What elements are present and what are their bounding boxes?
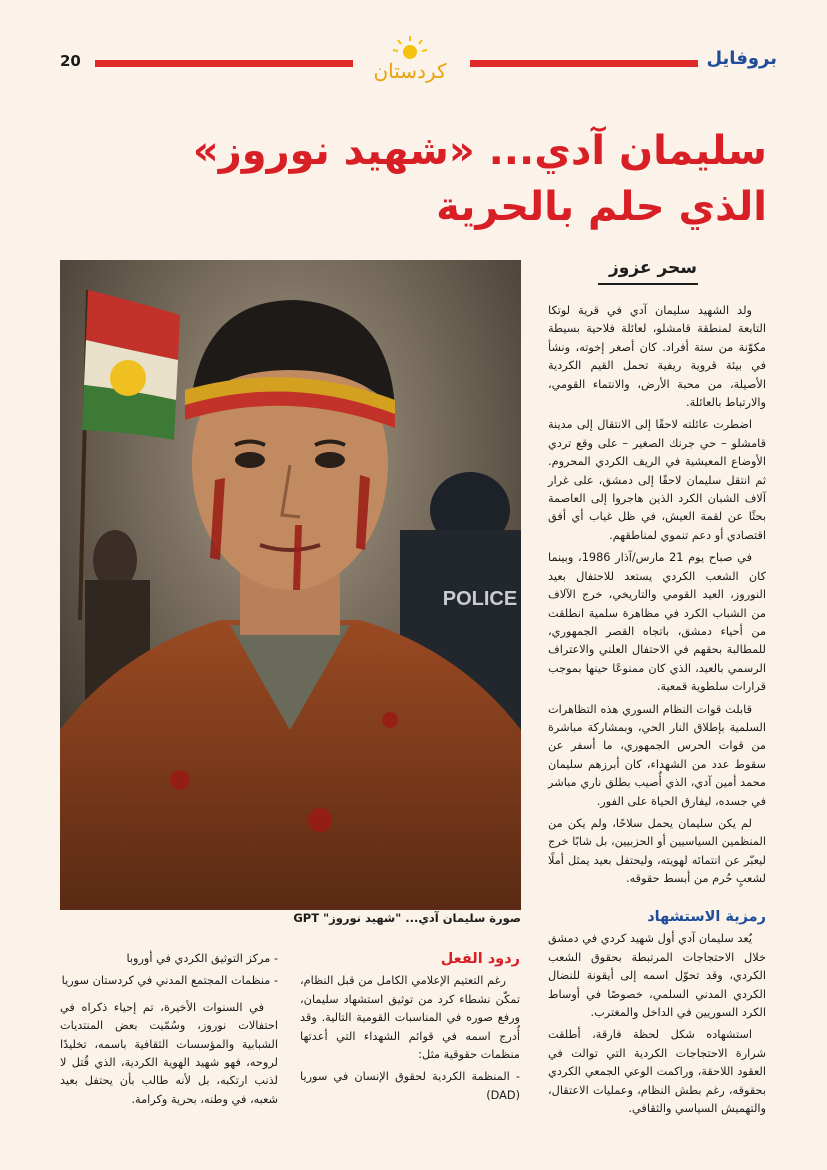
list-item: - المنظمة الكردية لحقوق الإنسان في سوريا (DAD) — [300, 1070, 520, 1102]
photo-caption: صورة سليمان آدي... "شهيد نوروز" GPT — [293, 911, 521, 925]
subheading-reactions: ردود الفعل — [440, 951, 520, 967]
column-b — [548, 908, 766, 1122]
bar-left — [95, 60, 353, 67]
portrait-illustration — [60, 260, 521, 910]
title-line-2: الذي حلم بالحرية — [436, 184, 767, 230]
page-number: 20 — [60, 52, 81, 70]
paragraph: رغم التعتيم الإعلامي الكامل من قبل النظام، تمكّن نشطاء كرد من توثيق استشهاد سليمان، ورفع صوره في المناسبات القومية التالية. وقد أُدرج اسمه في قوائم الشهداء التي أعدتها منظمات حقوقية مثل: — [300, 974, 520, 1062]
column-c — [300, 950, 520, 1109]
subheading-martyrdom: رمزية الاستشهاد — [647, 909, 766, 925]
paragraph: في السنوات الأخيرة، تم إحياء ذكراه في احتفالات نوروز، وسُمّيت بعض المنتديات الشبابية والمؤسسات الثقافية باسمه، تخليدًا لروحه، فهو شهيد الهوية الكردية، الذي قُتل لا لذنب ارتكبه، بل لأنه طالب بأن يحتفل بعيد شعبه، في وطنه، بحرية وكرامة. — [60, 1000, 278, 1106]
svg-text:POLICE: POLICE — [442, 588, 518, 610]
paragraph: اضطرت عائلته لاحقًا إلى الانتقال إلى مدينة قامشلو – حي جرنك الصغير – على وقع تردي الأوضاع المعيشية في الريف الكردي المحروم. ثم انتقل سليمان لاحقًا إلى دمشق، على غرار آلاف الشبان الكرد الذين هاجروا إلى العاصمة بحثًا عن لقمة العيش، في ظل غياب أي أفق اقتصادي أو دعم تنموي لمناطقهم. — [548, 418, 766, 542]
sun-icon — [393, 36, 427, 59]
article-title — [67, 123, 767, 235]
paragraph: ولد الشهيد سليمان آدي في قرية لوتكا التابعة لمنطقة قامشلو، لعائلة فلاحية بسيطة مكوّنة من ستة أفراد. كان أصغر إخوته، ونشأ في بيئة قروية ريفية تحمل القيم الكردية الأصيلة، من محبة الأرض، والانتماء القومي، والارتباط بالعائلة. — [548, 304, 766, 410]
paragraph: استشهاده شكل لحظة فارقة، أطلقت شرارة الاحتجاجات الكردية التي توالت في العقود اللاحقة، وراكمت الوعي الجمعي الكردي بحقوقه، رغم بطش النظام، وعمليات الاعتقال، والتهميش السياسي والثقافي. — [548, 1028, 766, 1116]
svg-text:كردستان: كردستان — [373, 59, 447, 83]
column-d — [60, 950, 278, 1113]
magazine-logo — [360, 30, 460, 90]
column-a — [548, 302, 766, 893]
list-item: - منظمات المجتمع المدني في كردستان سوريا — [61, 974, 278, 988]
paragraph: يُعد سليمان آدي أول شهيد كردي في دمشق خلال الاحتجاجات المرتبطة بحقوق الشعب الكردي، وقد تحوّل اسمه إلى أيقونة للنضال الكردي المدني السلمي، خصوصًا في أوساط الكرد السوريين في الداخل والمغترب. — [548, 932, 766, 1020]
paragraph: قابلت قوات النظام السوري هذه التظاهرات السلمية بإطلاق النار الحي، وبمشاركة مباشرة من قوات الحرس الجمهوري، ما أسفر عن سقوط عدد من الشهداء، كان أبرزهم سليمان محمد أمين آدي، الذي أُصيب بطلق ناري مباشر في جسده، ليفارق الحياة على الفور. — [548, 702, 766, 808]
author-underline — [598, 283, 698, 285]
article-photo — [60, 260, 521, 910]
section-label: بروفايل — [706, 48, 777, 69]
paragraph: في صباح يوم 21 مارس/آذار 1986، وبينما كان الشعب الكردي يستعد للاحتفال بعيد النوروز، العيد القومي والتاريخي، خرج الآلاف من الشباب الكرد في مظاهرة سلمية انطلقت من أحياء دمشق، باتجاه القصر الجمهوري، للمطالبة بحقهم في الاحتفال العلني والاعتراف الرسمي بالعيد، الذي كان ممنوعًا حينها بموجب قرارات سلطوية قمعية. — [548, 551, 766, 694]
bar-right — [470, 60, 698, 67]
paragraph: لم يكن سليمان يحمل سلاحًا، ولم يكن من المنظمين السياسيين أو الحزبيين، بل شابًا خرج ليعبّر عن انتمائه لهويته، وليحتفل بعيد يمثل أملًا لشعبٍ حُرم من أبسط حقوقه. — [548, 816, 766, 886]
list-item: - مركز التوثيق الكردي في أوروبا — [126, 952, 278, 965]
title-line-1: سليمان آدي... «شهيد نوروز» — [192, 128, 767, 174]
author-name: سحر عزوز — [608, 258, 697, 278]
